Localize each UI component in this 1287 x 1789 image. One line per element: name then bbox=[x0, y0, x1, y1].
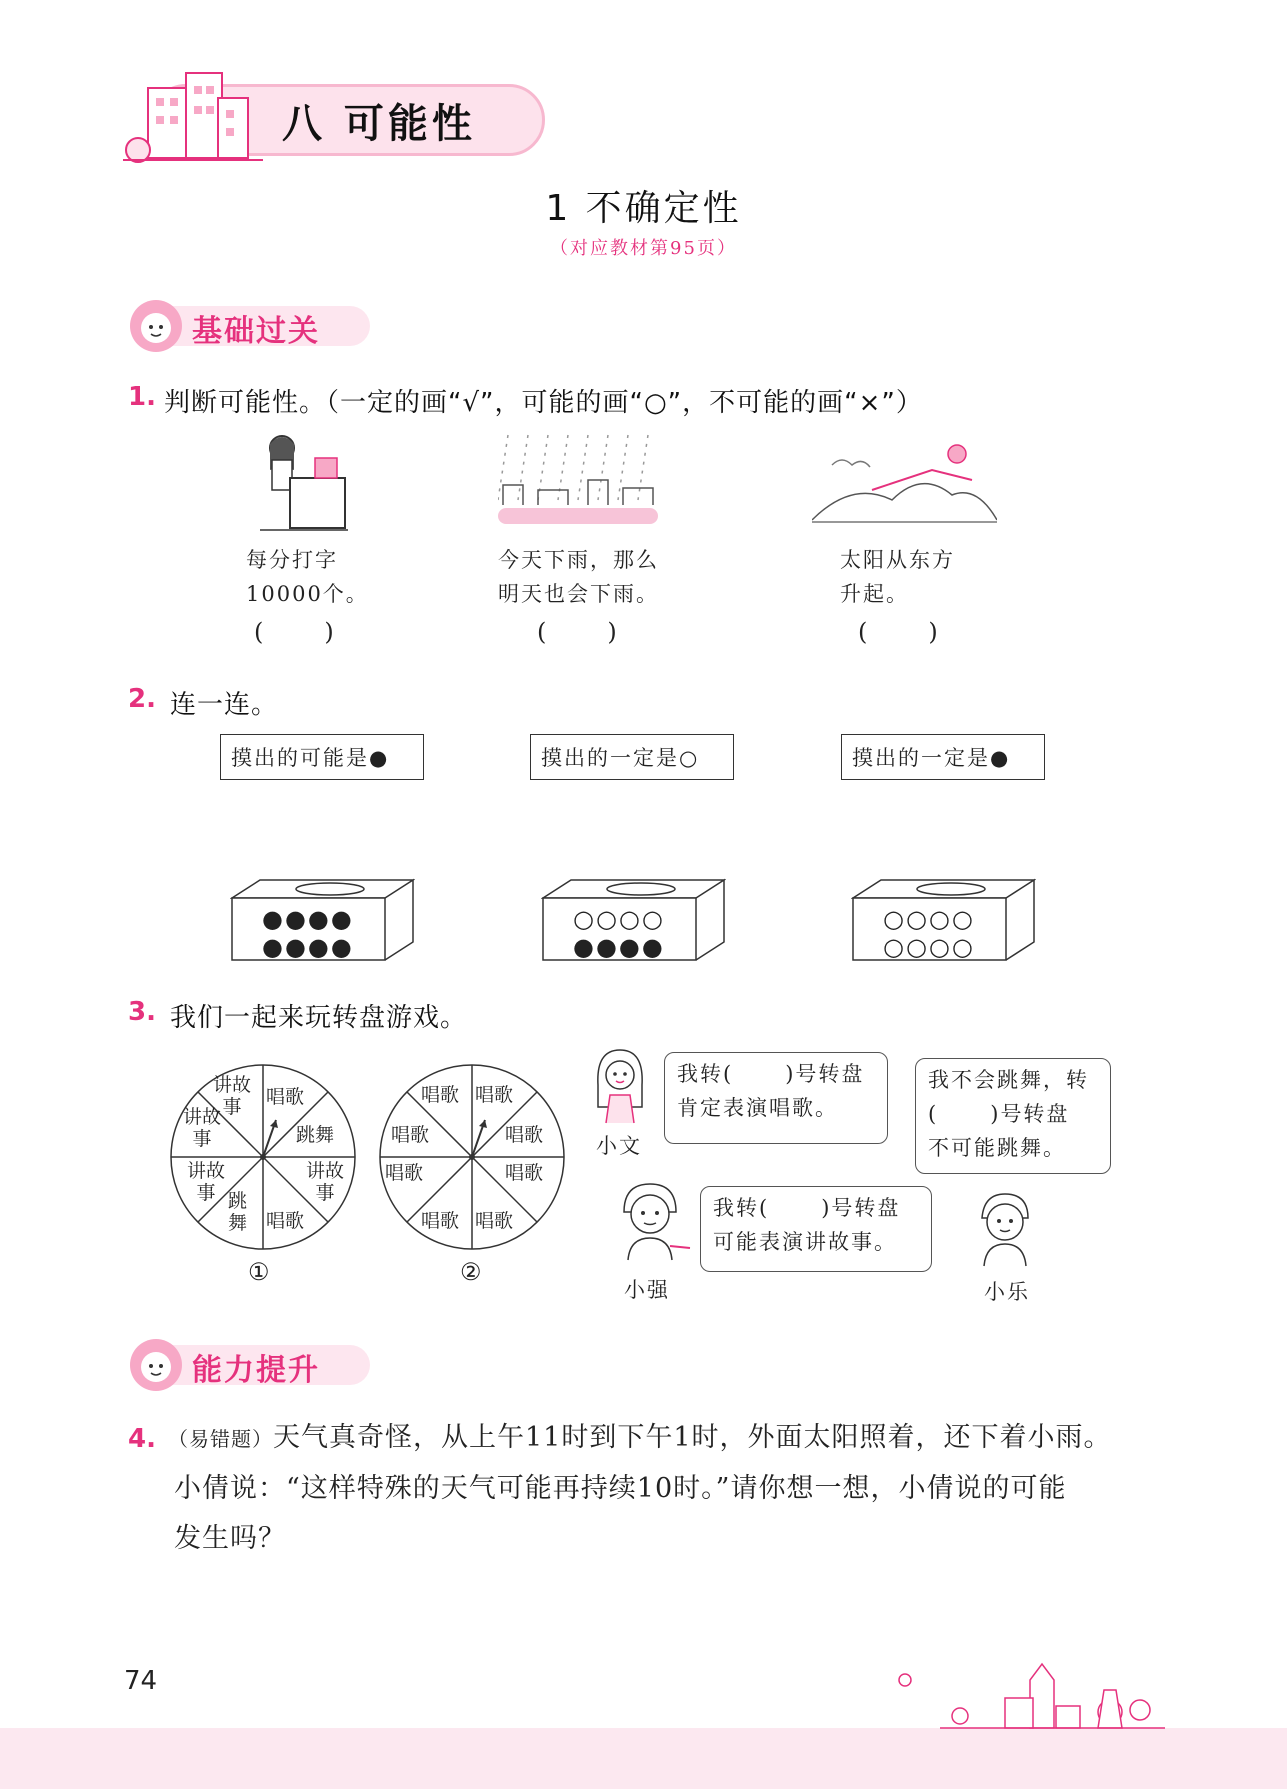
ball: ● bbox=[284, 933, 308, 961]
ball: ○ bbox=[618, 905, 642, 933]
ball: ○ bbox=[883, 905, 906, 933]
ball: ● bbox=[330, 933, 354, 961]
ball: ○ bbox=[641, 905, 665, 933]
sunrise-landscape-icon bbox=[812, 440, 997, 530]
xiaowen-girl-icon bbox=[588, 1045, 652, 1125]
ball: ● bbox=[618, 933, 642, 961]
xiaole-line3: 不可能跳舞。 bbox=[928, 1136, 1066, 1160]
ball: ○ bbox=[905, 933, 929, 961]
q1-item-3-line1: 太阳从东方 bbox=[840, 548, 955, 572]
box-3-balls bbox=[883, 905, 975, 961]
ball: ● bbox=[262, 933, 285, 961]
rain-scene-icon bbox=[498, 430, 658, 535]
label-box-1[interactable]: 摸出的可能是● bbox=[220, 734, 424, 780]
ball: ○ bbox=[905, 905, 929, 933]
q1-item-3 bbox=[840, 543, 955, 611]
sector-label: 唱歌 bbox=[421, 1084, 460, 1106]
ball: ● bbox=[330, 905, 354, 933]
ball: ● bbox=[307, 905, 331, 933]
answer-blank-2[interactable]: ( ) bbox=[537, 618, 617, 646]
ball: ○ bbox=[928, 933, 952, 961]
xiaole-line1: 我不会跳舞，转 bbox=[928, 1068, 1089, 1092]
ball: ○ bbox=[573, 905, 596, 933]
sector-label: 唱歌 bbox=[266, 1210, 305, 1232]
sector-label: 讲故事 bbox=[305, 1160, 344, 1204]
sector-label: 唱歌 bbox=[505, 1162, 544, 1184]
building-decoration-icon bbox=[118, 58, 268, 168]
q4-line1: 天气真奇怪，从上午11时到下午1时，外面太阳照着，还下着小雨。 bbox=[273, 1422, 1112, 1453]
question-prompt: 我们一起来玩转盘游戏。 bbox=[170, 1003, 468, 1033]
sector-label: 唱歌 bbox=[475, 1084, 514, 1106]
sector-label: 讲故事 bbox=[182, 1106, 221, 1150]
ball: ● bbox=[307, 933, 331, 961]
question-prompt: 连一连。 bbox=[170, 690, 279, 720]
page-number: 74 bbox=[124, 1666, 158, 1696]
q1-item-1-line2: 10000个。 bbox=[246, 582, 369, 606]
xiaowen-line1: 我转( )号转盘 bbox=[677, 1062, 865, 1086]
sector-label: 唱歌 bbox=[266, 1086, 305, 1108]
sector-label: 唱歌 bbox=[421, 1210, 460, 1232]
label-box-3[interactable]: 摸出的一定是● bbox=[841, 734, 1045, 780]
sector-label: 讲故事 bbox=[186, 1160, 225, 1204]
question-number: 4. bbox=[128, 1424, 156, 1454]
sector-label: 跳舞 bbox=[228, 1190, 248, 1234]
section-title-advanced: 能力提升 bbox=[192, 1353, 320, 1388]
xiaole-boy-icon bbox=[970, 1188, 1040, 1268]
sector-label: 唱歌 bbox=[385, 1162, 424, 1184]
ball: ● bbox=[262, 905, 285, 933]
footer-band bbox=[0, 1728, 1287, 1789]
xiaoqiang-line2: 可能表演讲故事。 bbox=[713, 1230, 897, 1254]
ball: ● bbox=[595, 933, 619, 961]
question-number: 1. bbox=[128, 382, 156, 412]
spinner-2-labels bbox=[377, 1062, 567, 1252]
lesson-title: 1 不确定性 bbox=[545, 188, 742, 229]
typing-person-icon bbox=[250, 430, 350, 535]
section-title-basic: 基础过关 bbox=[192, 314, 320, 349]
lesson-reference: （对应教材第95页） bbox=[550, 238, 737, 259]
xiaoqiang-line1: 我转( )号转盘 bbox=[713, 1196, 901, 1220]
ball: ● bbox=[573, 933, 596, 961]
xiaowen-speech-bubble bbox=[664, 1052, 888, 1144]
sector-label: 唱歌 bbox=[505, 1124, 544, 1146]
xiaowen-name: 小文 bbox=[596, 1134, 642, 1158]
xiaowen-line2: 肯定表演唱歌。 bbox=[677, 1096, 838, 1120]
ball: ○ bbox=[928, 905, 952, 933]
answer-blank-1[interactable]: ( ) bbox=[254, 618, 334, 646]
answer-blank-3[interactable]: ( ) bbox=[858, 618, 938, 646]
xiaole-name: 小乐 bbox=[984, 1280, 1030, 1304]
question-number: 2. bbox=[128, 684, 156, 714]
ball: ○ bbox=[883, 933, 906, 961]
ball: ○ bbox=[951, 905, 975, 933]
q1-item-2-line2: 明天也会下雨。 bbox=[498, 582, 659, 606]
xiaoqiang-name: 小强 bbox=[624, 1278, 670, 1302]
spinner-2-label: ② bbox=[460, 1258, 482, 1286]
box-1-balls bbox=[262, 905, 354, 961]
label-box-2[interactable]: 摸出的一定是○ bbox=[530, 734, 734, 780]
q1-item-1-line1: 每分打字 bbox=[246, 548, 338, 572]
q4-line3: 发生吗？ bbox=[174, 1523, 286, 1554]
q1-item-2 bbox=[498, 543, 659, 611]
question-prompt: 判断可能性。（一定的画“√”，可能的画“○”，不可能的画“×”） bbox=[164, 388, 923, 418]
town-decoration-icon bbox=[880, 1650, 1170, 1730]
xiaole-line2: ( )号转盘 bbox=[928, 1102, 1070, 1126]
ball: ● bbox=[284, 905, 308, 933]
sector-label: 讲故事 bbox=[212, 1074, 251, 1118]
sector-label: 唱歌 bbox=[391, 1124, 430, 1146]
xiaoqiang-boy-icon bbox=[612, 1178, 692, 1262]
girl-mascot-icon bbox=[128, 298, 184, 354]
question-tag: （易错题） bbox=[168, 1427, 273, 1451]
chapter-title: 八 可能性 bbox=[282, 101, 476, 147]
question-number: 3. bbox=[128, 997, 156, 1027]
q1-item-2-line1: 今天下雨，那么 bbox=[498, 548, 659, 572]
spinner-1-labels bbox=[168, 1062, 358, 1252]
ball: ○ bbox=[595, 905, 619, 933]
box-2-balls bbox=[573, 905, 665, 961]
spinner-1-label: ① bbox=[248, 1258, 270, 1286]
question-4-text bbox=[168, 1413, 1268, 1564]
ball: ● bbox=[641, 933, 665, 961]
q1-item-3-line2: 升起。 bbox=[840, 582, 909, 606]
xiaoqiang-speech-bubble bbox=[700, 1186, 932, 1272]
q1-item-1 bbox=[246, 543, 369, 611]
sector-label: 唱歌 bbox=[475, 1210, 514, 1232]
sector-label: 跳舞 bbox=[296, 1124, 335, 1146]
ball: ○ bbox=[951, 933, 975, 961]
q4-line2: 小倩说：“这样特殊的天气可能再持续10时。”请你想一想，小倩说的可能 bbox=[174, 1473, 1067, 1504]
boy-mascot-icon bbox=[128, 1337, 184, 1393]
xiaole-speech-bubble bbox=[915, 1058, 1111, 1174]
